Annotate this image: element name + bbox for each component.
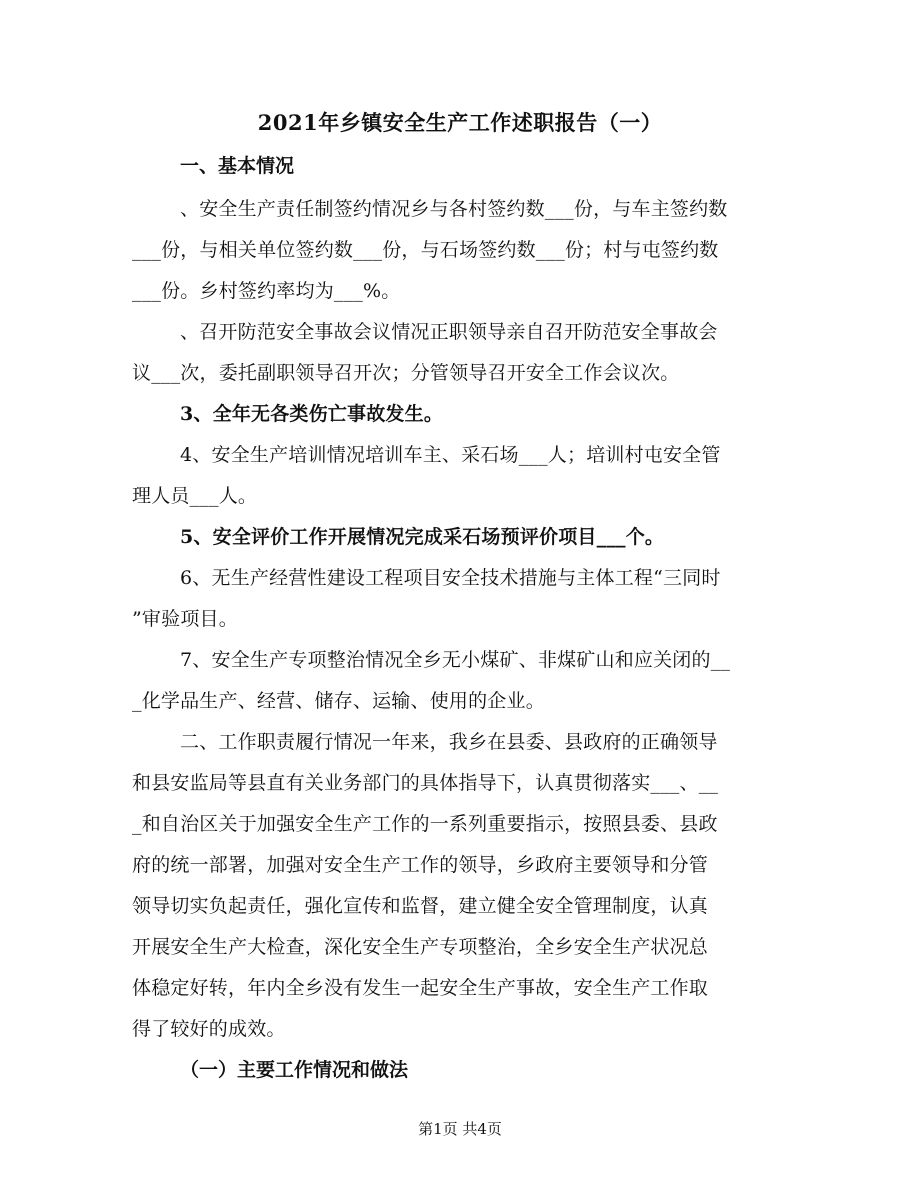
paragraph-line: _和自治区关于加强安全生产工作的一系列重要指示，按照县委、县政 (132, 813, 718, 835)
paragraph-line: 6、无生产经营性建设工程项目安全技术措施与主体工程“三同时 (180, 567, 721, 589)
paragraph-line: 理人员___人。 (132, 485, 258, 507)
paragraph-line: 府的统一部署，加强对安全生产工作的领导，乡政府主要领导和分管 (132, 854, 709, 876)
paragraph-line: ___份，与相关单位签约数___份，与石场签约数___份；村与屯签约数 (132, 239, 719, 261)
document-title: 2021年乡镇安全生产工作述职报告（一） (257, 110, 663, 135)
paragraph-line: ”审验项目。 (132, 608, 238, 630)
paragraph-line: 5、安全评价工作开展情况完成采石场预评价项目___个。 (180, 526, 665, 548)
paragraph-line: 、召开防范安全事故会议情况正职领导亲自召开防范安全事故会 (180, 321, 718, 343)
paragraph-line: 4、安全生产培训情况培训车主、采石场___人；培训村屯安全管 (180, 444, 721, 466)
page-number: 第1页 共4页 (418, 1120, 502, 1138)
subsection-heading: （一）主要工作情况和做法 (180, 1059, 409, 1081)
paragraph-line: 体稳定好转，年内全乡没有发生一起安全生产事故，安全生产工作取 (132, 977, 709, 999)
paragraph-line: 和县安监局等县直有关业务部门的具体指导下，认真贯彻落实___、__ (132, 772, 719, 794)
paragraph-line: 领导切实负起责任，强化宣传和监督，建立健全安全管理制度，认真 (132, 895, 709, 917)
paragraph-line: _化学品生产、经营、储存、运输、使用的企业。 (132, 690, 545, 712)
paragraph-line: 得了较好的成效。 (132, 1018, 286, 1040)
paragraph-line: 二、工作职责履行情况一年来，我乡在县委、县政府的正确领导 (180, 731, 718, 753)
paragraph-line: 、安全生产责任制签约情况乡与各村签约数___份，与车主签约数 (180, 198, 728, 220)
section-heading-basic: 一、基本情况 (180, 155, 295, 177)
paragraph-line: 议___次，委托副职领导召开次；分管领导召开安全工作会议次。 (132, 362, 680, 384)
paragraph-line: 3、全年无各类伤亡事故发生。 (180, 403, 444, 425)
paragraph-line: ___份。乡村签约率均为___%。 (132, 280, 401, 302)
paragraph-line: 7、安全生产专项整治情况全乡无小煤矿、非煤矿山和应关闭的__ (180, 649, 731, 671)
paragraph-line: 开展安全生产大检查，深化安全生产专项整治，全乡安全生产状况总 (132, 936, 709, 958)
